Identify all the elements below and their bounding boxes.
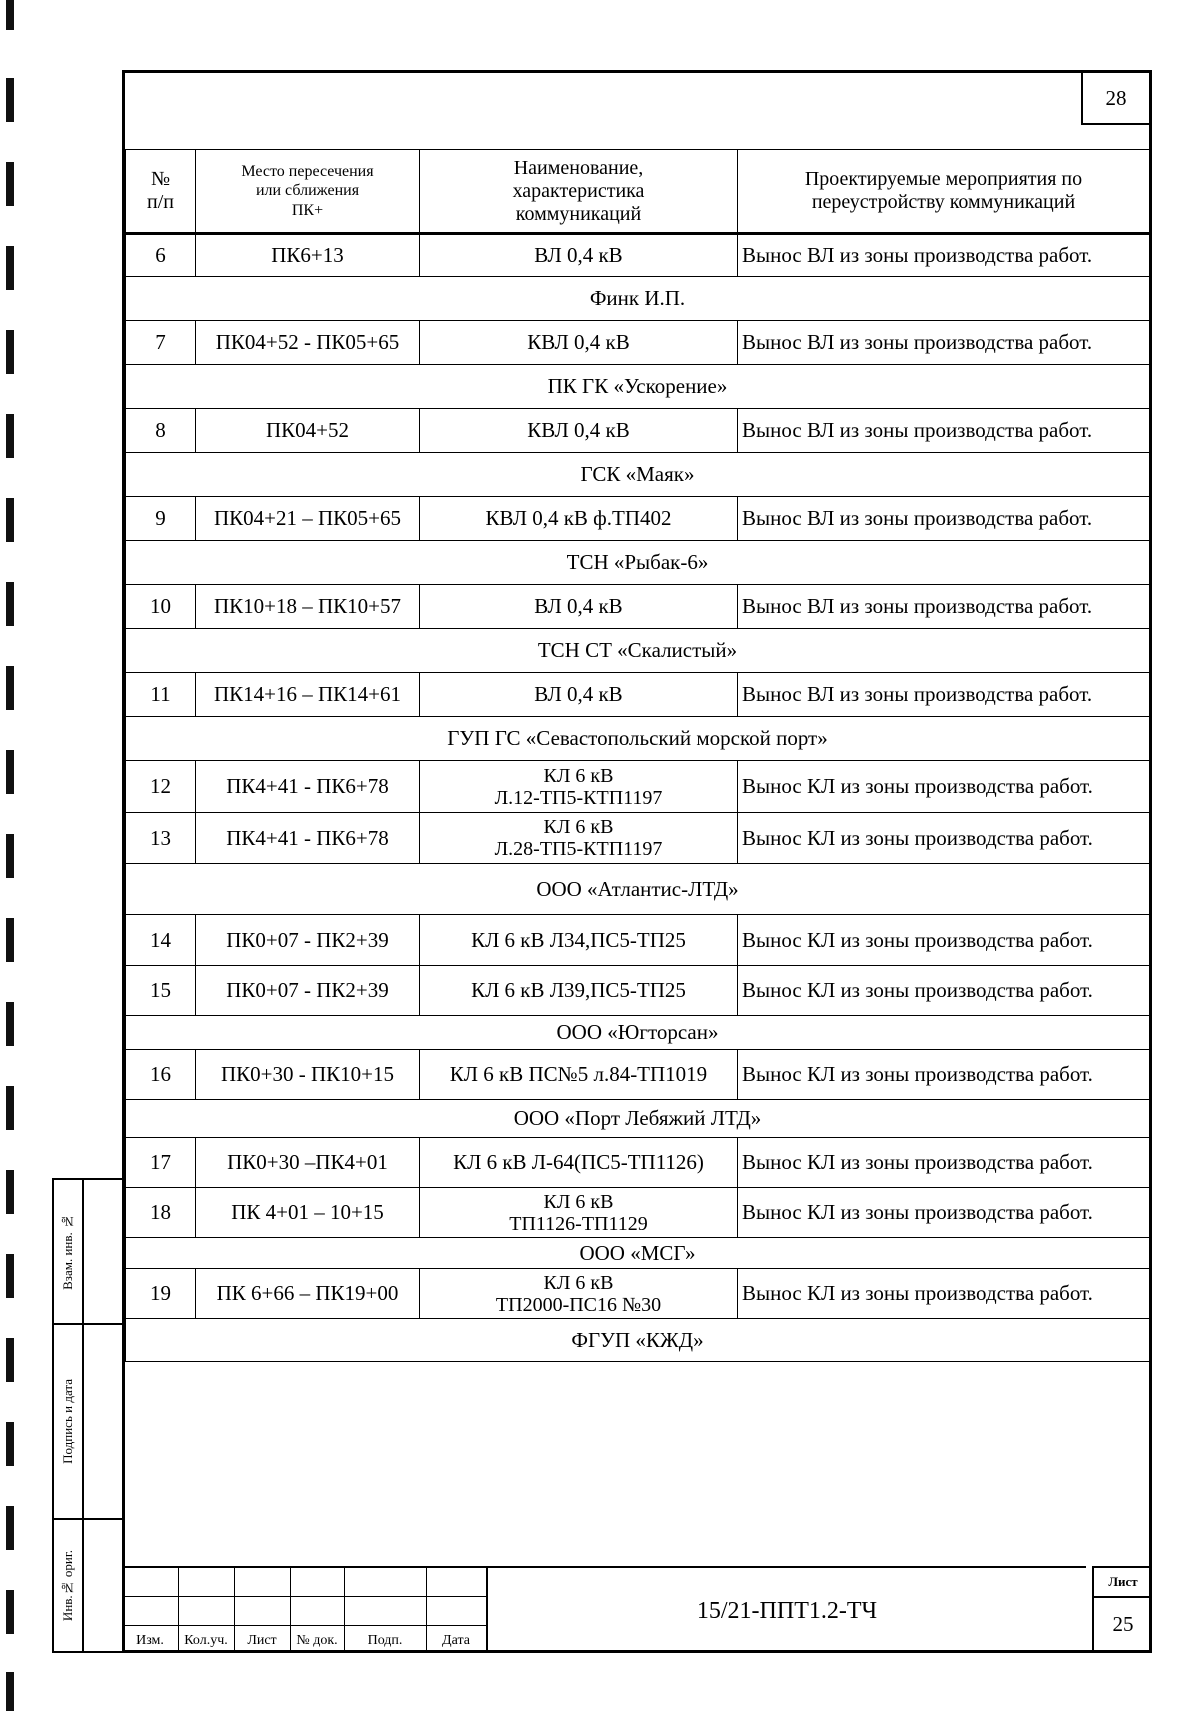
row-measure: Вынос ВЛ из зоны производства работ.	[738, 585, 1150, 629]
row-number: 12	[126, 761, 196, 813]
title-block	[122, 1566, 1152, 1653]
group-row	[126, 629, 1150, 673]
row-measure: Вынос КЛ из зоны производства работ.	[738, 1269, 1150, 1319]
communication-line: Л.28-ТП5-КТП1197	[494, 838, 663, 860]
tb-col-doc: № док.	[296, 1633, 338, 1648]
row-place: ПК04+52 - ПК05+65	[196, 321, 420, 365]
row-communication	[420, 409, 738, 453]
row-place: ПК10+18 – ПК10+57	[196, 585, 420, 629]
table-row	[126, 409, 1150, 453]
binding-mark	[6, 834, 14, 878]
row-number: 6	[126, 234, 196, 277]
side-stamp-signature-label: Подпись и дата	[60, 1379, 75, 1464]
row-communication	[420, 585, 738, 629]
binding-mark	[6, 582, 14, 626]
row-measure: Вынос КЛ из зоны производства работ.	[738, 1188, 1150, 1238]
row-communication	[420, 321, 738, 365]
binding-mark	[6, 1086, 14, 1130]
binding-mark	[6, 1506, 14, 1550]
row-place: ПК6+13	[196, 234, 420, 277]
row-number: 13	[126, 813, 196, 864]
row-number: 18	[126, 1188, 196, 1238]
row-communication	[420, 915, 738, 966]
communication-line: КЛ 6 кВ Л39,ПС5-ТП25	[471, 978, 686, 1003]
table-row	[126, 813, 1150, 864]
table-row	[126, 1269, 1150, 1319]
table-row	[126, 1138, 1150, 1188]
binding-mark	[6, 0, 14, 30]
communications-table	[125, 149, 1150, 1362]
group-row	[126, 717, 1150, 761]
header-name: Наименование, характеристика коммуникаций	[420, 150, 738, 234]
table-row	[126, 1050, 1150, 1100]
side-stamp-inv	[54, 1520, 122, 1651]
communication-line: КВЛ 0,4 кВ ф.ТП402	[485, 506, 672, 531]
binding-mark	[6, 330, 14, 374]
row-measure: Вынос ВЛ из зоны производства работ.	[738, 497, 1150, 541]
row-place: ПК04+52	[196, 409, 420, 453]
row-number: 14	[126, 915, 196, 966]
row-communication	[420, 1138, 738, 1188]
table-row	[126, 585, 1150, 629]
row-place: ПК04+21 – ПК05+65	[196, 497, 420, 541]
side-stamp-inv-label: Инв.№ ориг.	[60, 1549, 75, 1622]
communication-line: КЛ 6 кВ Л-64(ПС5-ТП1126)	[453, 1150, 704, 1175]
document-code: 15/21-ППТ1.2-ТЧ	[488, 1566, 1086, 1655]
row-measure: Вынос КЛ из зоны производства работ.	[738, 915, 1150, 966]
row-measure: Вынос КЛ из зоны производства работ.	[738, 761, 1150, 813]
group-title: ТСН СТ «Скалистый»	[126, 629, 1150, 673]
group-row	[126, 864, 1150, 915]
tb-col-sign: Подп.	[367, 1633, 403, 1648]
group-title: ФГУП «КЖД»	[126, 1319, 1150, 1362]
group-title: ООО «Атлантис-ЛТД»	[126, 864, 1150, 915]
row-place: ПК 4+01 – 10+15	[196, 1188, 420, 1238]
row-number: 17	[126, 1138, 196, 1188]
side-stamp-vzam	[54, 1180, 122, 1325]
group-title: ТСН «Рыбак-6»	[126, 541, 1150, 585]
communication-line: КЛ 6 кВ	[543, 764, 614, 787]
row-place: ПК0+07 - ПК2+39	[196, 966, 420, 1016]
binding-mark	[6, 1672, 14, 1711]
binding-mark	[6, 162, 14, 206]
header-num: № п/п	[126, 150, 196, 234]
row-number: 7	[126, 321, 196, 365]
group-row	[126, 1100, 1150, 1138]
group-row	[126, 277, 1150, 321]
group-row	[126, 453, 1150, 497]
row-number: 16	[126, 1050, 196, 1100]
communication-line: КЛ 6 кВ ПС№5 л.84-ТП1019	[449, 1062, 708, 1087]
communication-line: КЛ 6 кВ	[543, 1190, 614, 1213]
row-measure: Вынос ВЛ из зоны производства работ.	[738, 234, 1150, 277]
binding-mark	[6, 1254, 14, 1298]
row-number: 10	[126, 585, 196, 629]
header-place: Место пересечения или сближения ПК+	[196, 150, 420, 234]
row-measure: Вынос ВЛ из зоны производства работ.	[738, 321, 1150, 365]
group-title: ООО «Порт Лебяжий ЛТД»	[126, 1100, 1150, 1138]
communication-line: ТП1126-ТП1129	[509, 1212, 648, 1235]
group-title: ГСК «Маяк»	[126, 453, 1150, 497]
row-communication	[420, 1050, 738, 1100]
table-row	[126, 497, 1150, 541]
tb-col-date: Дата	[442, 1633, 470, 1648]
binding-mark	[6, 918, 14, 962]
group-title: ГУП ГС «Севастопольский морской порт»	[126, 717, 1150, 761]
row-measure: Вынос КЛ из зоны производства работ.	[738, 1138, 1150, 1188]
row-communication	[420, 234, 738, 277]
row-number: 9	[126, 497, 196, 541]
row-communication	[420, 497, 738, 541]
header-measures: Проектируемые мероприятия по переустройству коммуникаций	[738, 150, 1150, 234]
group-title: Финк И.П.	[126, 277, 1150, 321]
table-row	[126, 234, 1150, 277]
binding-mark	[6, 414, 14, 458]
binding-mark	[6, 1338, 14, 1382]
row-communication	[420, 673, 738, 717]
row-measure: Вынос ВЛ из зоны производства работ.	[738, 409, 1150, 453]
binding-mark	[6, 1590, 14, 1634]
document-frame	[122, 70, 1152, 1653]
table-row	[126, 915, 1150, 966]
binding-mark	[6, 78, 14, 122]
group-title: ООО «Югторсан»	[126, 1016, 1150, 1050]
row-communication	[420, 1188, 738, 1238]
row-place: ПК0+30 –ПК4+01	[196, 1138, 420, 1188]
row-place: ПК0+30 - ПК10+15	[196, 1050, 420, 1100]
group-title: ПК ГК «Ускорение»	[126, 365, 1150, 409]
row-measure: Вынос КЛ из зоны производства работ.	[738, 813, 1150, 864]
table-row	[126, 761, 1150, 813]
communication-line: КЛ 6 кВ	[543, 816, 614, 838]
group-row	[126, 1016, 1150, 1050]
communication-line: КЛ 6 кВ	[543, 1271, 614, 1294]
communication-line: КВЛ 0,4 кВ	[527, 418, 630, 443]
binding-mark	[6, 666, 14, 710]
row-number: 19	[126, 1269, 196, 1319]
communication-line: ТП2000-ПС16 №30	[495, 1293, 662, 1316]
row-place: ПК4+41 - ПК6+78	[196, 761, 420, 813]
group-row	[126, 1319, 1150, 1362]
row-communication	[420, 966, 738, 1016]
table-body	[126, 234, 1150, 1362]
row-number: 8	[126, 409, 196, 453]
row-place: ПК14+16 – ПК14+61	[196, 673, 420, 717]
communication-line: ВЛ 0,4 кВ	[534, 243, 623, 268]
binding-mark	[6, 750, 14, 794]
side-stamp	[52, 1178, 122, 1653]
side-stamp-vzam-label: Взам. инв. №	[60, 1213, 75, 1290]
row-place: ПК0+07 - ПК2+39	[196, 915, 420, 966]
binding-mark	[6, 1170, 14, 1214]
sheet-box	[1092, 1566, 1152, 1653]
table-row	[126, 966, 1150, 1016]
group-row	[126, 541, 1150, 585]
binding-mark	[6, 1002, 14, 1046]
table-row	[126, 321, 1150, 365]
row-communication	[420, 813, 738, 864]
table-row	[126, 1188, 1150, 1238]
sheet-label: Лист	[1094, 1568, 1152, 1598]
row-measure: Вынос КЛ из зоны производства работ.	[738, 966, 1150, 1016]
communication-line: Л.12-ТП5-КТП1197	[494, 786, 663, 809]
row-number: 15	[126, 966, 196, 1016]
side-stamp-signature	[54, 1325, 122, 1520]
tb-col-kol: Кол.уч.	[184, 1633, 228, 1648]
table-header-row	[126, 150, 1150, 234]
row-measure: Вынос ВЛ из зоны производства работ.	[738, 673, 1150, 717]
page-number-top: 28	[1081, 73, 1149, 125]
sheet-number: 25	[1112, 1612, 1134, 1636]
communication-line: ВЛ 0,4 кВ	[534, 682, 623, 707]
row-place: ПК 6+66 – ПК19+00	[196, 1269, 420, 1319]
row-number: 11	[126, 673, 196, 717]
communication-line: КВЛ 0,4 кВ	[527, 330, 630, 355]
communication-line: КЛ 6 кВ Л34,ПС5-ТП25	[471, 927, 686, 952]
title-block-grid	[122, 1566, 488, 1653]
binding-mark	[6, 1422, 14, 1466]
table-row	[126, 673, 1150, 717]
binding-mark	[6, 246, 14, 290]
row-communication	[420, 1269, 738, 1319]
row-communication	[420, 761, 738, 813]
group-title: ООО «МСГ»	[126, 1238, 1150, 1269]
group-row	[126, 365, 1150, 409]
row-measure: Вынос КЛ из зоны производства работ.	[738, 1050, 1150, 1100]
tb-col-izm: Изм.	[136, 1633, 164, 1648]
group-row	[126, 1238, 1150, 1269]
row-place: ПК4+41 - ПК6+78	[196, 813, 420, 864]
communication-line: ВЛ 0,4 кВ	[534, 594, 623, 619]
tb-col-list: Лист	[247, 1633, 277, 1648]
binding-mark	[6, 498, 14, 542]
